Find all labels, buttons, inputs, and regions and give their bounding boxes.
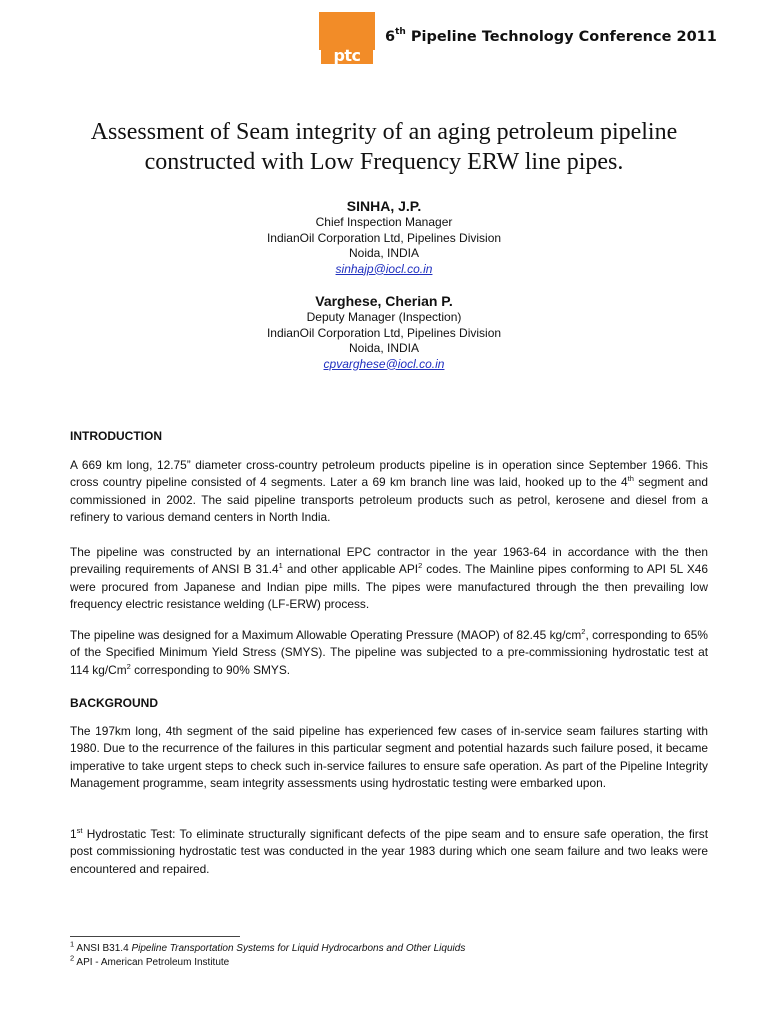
paragraph-5: 1st Hydrostatic Test: To eliminate structurally significant defects of the pipe seam and to ensure safe operation, the first post commissioning hydrostatic test was conducted in the year 1983 during which one seam failure and two leaks were encountered and repaired. [70,826,708,876]
footnote-divider [70,936,240,937]
logo-text: ptc [321,48,373,64]
author-role: Deputy Manager (Inspection) [306,310,462,324]
author-block-2 [40,292,728,372]
section-heading-background: BACKGROUND [70,696,158,710]
author-location: Noida, INDIA [348,341,420,355]
conference-name: 6th Pipeline Technology Conference 2011 [385,27,717,45]
author-org: IndianOil Corporation Ltd, Pipelines Division [266,230,502,245]
paragraph-4: The 197km long, 4th segment of the said pipeline has experienced few cases of in-service seam failures starting with 1980. Due to the recurrence of the failures in this particular segment and potential hazards such failure posed, it became imperative to take urgent steps to check such in-service failures to ensure safe operation. As part of the Pipeline Integrity Management programme, seam integrity assessments using hydrostatic testing were embarked upon. [70,724,708,791]
author-location: Noida, INDIA [348,246,420,260]
paragraph-3: The pipeline was designed for a Maximum Allowable Operating Pressure (MAOP) of 82.45 $kg/cm^2$, corresponding to 65% of the Specified Minimum Yield Stress (SMYS). The pipeline was subjected to a pre-commissioning hydrostatic test at 114 kg/Cm$^2$ corresponding to 90% SMYS. [70,627,708,677]
author-email-link[interactable]: cpvarghese@iocl.co.in [323,356,445,371]
footnote-1: $^1$ ANSI B31.4 Pipeline Transportation Systems for Liquid Hydrocarbons and Other Liquids [70,939,466,954]
footnote-2: $^2$ API - American Petroleum Institute [70,953,230,968]
paragraph-1: A 669 km long, 12.75” diameter cross-country petroleum products pipeline is in operation since September 1966. This cross country pipeline consisted of 4 segments. Later a 69 km branch line was laid, hooked up to the 4th segment and commissioned in 2002. The said pipeline transports petroleum products such as petrol, kerosene and diesel from a refinery to various demand centers in North India. [70,458,708,525]
author-role: Chief Inspection Manager [315,215,453,229]
author-block-1 [40,197,728,277]
paper-title: Assessment of Seam integrity of an aging petroleum pipeline constructed with Low Frequency ERW line pipes. [90,119,678,175]
section-heading-introduction: INTRODUCTION [70,429,162,443]
logo-block [319,12,375,50]
ptc-logo [319,12,375,64]
author-name: SINHA, J.P. [346,198,422,214]
author-email-link[interactable]: sinhajp@iocl.co.in [335,261,433,276]
author-org: IndianOil Corporation Ltd, Pipelines Division [266,325,502,340]
paragraph-2: The pipeline was constructed by an international EPC contractor in the year 1963-64 in accordance with the then prevailing requirements of ANSI B 31.4$^1$ and other applicable API$^2$ codes. The Mainline pipes conforming to API 5L X46 were procured from Japanese and Indian pipe mills. The pipes were manufactured through the then prevailing low frequency electric resistance welding (LF-ERW) process. [70,545,708,612]
author-name: Varghese, Cherian P. [315,293,453,309]
